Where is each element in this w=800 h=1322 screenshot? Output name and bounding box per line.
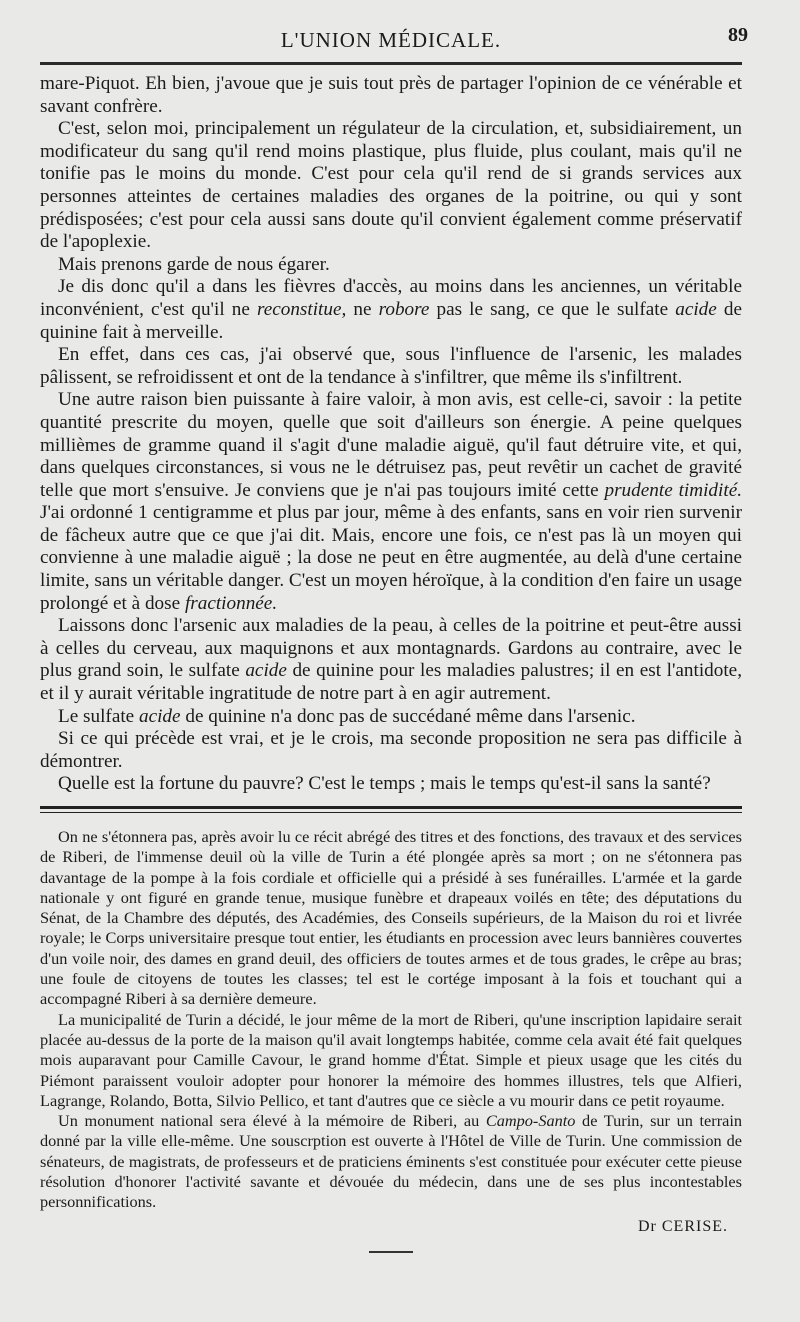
paragraph: Quelle est la fortune du pauvre? C'est le temps ; mais le temps qu'est-il sans la santé?	[58, 773, 711, 795]
italic-term: acide	[245, 660, 287, 682]
author-signature: Dr CERISE.	[638, 1217, 728, 1235]
paragraph	[40, 389, 742, 615]
italic-term: acide	[675, 298, 717, 320]
text-run: Laissons donc l'arsenic aux maladies de la peau, à celles de la poitrine et peut-être aussi à celles du cerveau, aux maquignons et aux montagnards. Gardons au contraire, avec le plus grand soin, le sulfate	[40, 615, 742, 682]
paragraph: C'est, selon moi, principalement un régulateur de la circulation, et, subsidiairement, un modificateur du sang qu'il rend moins plastique, plus fluide, plus coulant, mais qu'il ne tonifie pas le moins du monde. C'est pour cela qu'il rend de si grands services aux personnes atteintes de certaines maladies des organes de la poitrine, ou qui y sont prédisposées; c'est pour cela aussi sans doute qu'il convient également comme préservatif de l'apoplexie.	[40, 118, 742, 253]
paragraph: mare-Piquot. Eh bien, j'avoue que je suis tout près de partager l'opinion de ce vénérable et savant confrère.	[40, 73, 742, 117]
text-run: de quinine pour les maladies palustres; il en est l'antidote, et il y aurait véritable ingratitude de notre part à en agir autrement.	[40, 660, 742, 705]
text-run: de quinine fait à merveille.	[40, 298, 742, 343]
paragraph	[40, 706, 742, 729]
end-rule	[369, 1251, 413, 1253]
paragraph: Mais prenons garde de nous égarer.	[58, 253, 330, 275]
text-run: de Turin, sur un terrain donné par la ville elle-même. Une souscrption est ouverte à l'Hôtel de Ville de Turin. Une commission de sénateurs, de magistrats, de professeurs et de praticiens éminents s'est constituée pour exécuter cette pieuse résolution d'honorer l'activité savante et dévouée du médecin, dans une de ses plus incontestables personnifications.	[40, 1111, 743, 1212]
paragraph	[40, 615, 742, 705]
section-divider	[40, 806, 742, 813]
italic-term: fractionnée.	[184, 592, 278, 614]
header-rule	[40, 62, 742, 65]
divider-thick-line	[40, 806, 742, 809]
paragraph	[40, 1111, 742, 1212]
italic-term: robore	[378, 298, 430, 320]
text-run: Je dis donc qu'il a dans les fièvres d'accès, au moins dans les anciennes, un véritable inconvénient, c'est qu'il ne	[40, 276, 742, 320]
paragraph: Si ce qui précède est vrai, et je le crois, ma seconde proposition ne sera pas difficile à démontrer.	[40, 728, 742, 772]
text-run: Le sulfate	[58, 705, 139, 727]
text-run: ne	[346, 298, 379, 320]
page-header	[40, 22, 748, 52]
text-run: Une autre raison bien puissante à faire valoir, à mon avis, est celle-ci, savoir : la petite quantité prescrite du moyen, quelle que soit d'ailleurs son énergie. A peine quelques millièmes de gramme quand il s'agit d'une maladie aiguë, qu'il faut détruire vite, et qui, dans quelques circonstances, si vous ne le détruisez pas, peut revêtir un cachet de gravité telle que mort s'ensuive. Je conviens que je n'ai pas toujours imité cette	[40, 389, 742, 501]
text-run: J'ai ordonné 1 centigramme et plus par jour, même à des enfants, sans en voir rien survenir de fâcheux autre que ce que j'ai dit. Mais, encore une fois, ce n'est pas là un moyen qui convienne à une maladie aiguë ; la dose ne peut en être augmentée, au delà d'une certaine limite, sans un véritable danger. C'est un moyen héroïque, à la condition d'en faire un usage prolongé et à dose	[40, 502, 742, 614]
feuilleton-text	[40, 827, 742, 1237]
main-text	[40, 73, 742, 796]
text-run: de quinine n'a donc pas de succédané même dans l'arsenic.	[180, 705, 636, 727]
paragraph: La municipalité de Turin a décidé, le jour même de la mort de Riberi, qu'une inscription lapidaire serait placée au-dessus de la porte de la maison qu'il avait longtemps habitée, comme cela avait été fait quelques mois auparavant pour Camille Cavour, le grand homme d'État. Simple et pieux usage que les cités du Piémont paraissent vouloir adopter pour honorer la mémoire des hommes illustres, tels que Alfieri, Lagrange, Rolando, Botta, Silvio Pellico, et tant d'autres que ce siècle a vu mourir dans ce petit royaume.	[40, 1009, 742, 1110]
page-number: 89	[728, 24, 748, 46]
text-run: pas le sang, ce que le sulfate	[429, 298, 676, 320]
italic-term: prudente timidité.	[604, 479, 743, 501]
paragraph: En effet, dans ces cas, j'ai observé que, sous l'influence de l'arsenic, les malades pâlissent, se refroidissent et ont de la tendance à s'infiltrer, que même ils s'infiltrent.	[40, 344, 742, 388]
running-title: L'UNION MÉDICALE.	[280, 28, 502, 52]
italic-term: Campo-Santo	[485, 1111, 576, 1131]
paragraph: On ne s'étonnera pas, après avoir lu ce récit abrégé des titres et des fonctions, des travaux et des services de Riberi, de l'immense deuil où la ville de Turin a été plongée après sa mort ; on ne s'étonnera pas davantage de la pompe à la fois cordiale et officielle qui a présidé à ses funérailles. L'armée et la garde nationale y ont figuré en grande tenue, musique funèbre et drapeaux voilés en tête; des députations du Sénat, de la Chambre des députés, des Académies, des Conseils supérieurs, de la Maison du roi et livrée royale; le Corps universitaire presque tout entier, les étudiants en procession avec leurs bannières couvertes d'un voile noir, des dames en grand deuil, des officiers de toutes armes et de tous grades, le crêpe au bras; une foule de citoyens de toutes les classes; tel est le cortége imposant à la fois et touchant qui a accompagné Riberi à sa dernière demeure.	[40, 827, 742, 1009]
italic-term: reconstitue,	[256, 298, 347, 320]
paragraph	[40, 276, 742, 344]
text-run: Un monument national sera élevé à la mémoire de Riberi, au	[58, 1111, 486, 1131]
divider-thin-line	[40, 812, 742, 813]
italic-term: acide	[138, 705, 181, 727]
